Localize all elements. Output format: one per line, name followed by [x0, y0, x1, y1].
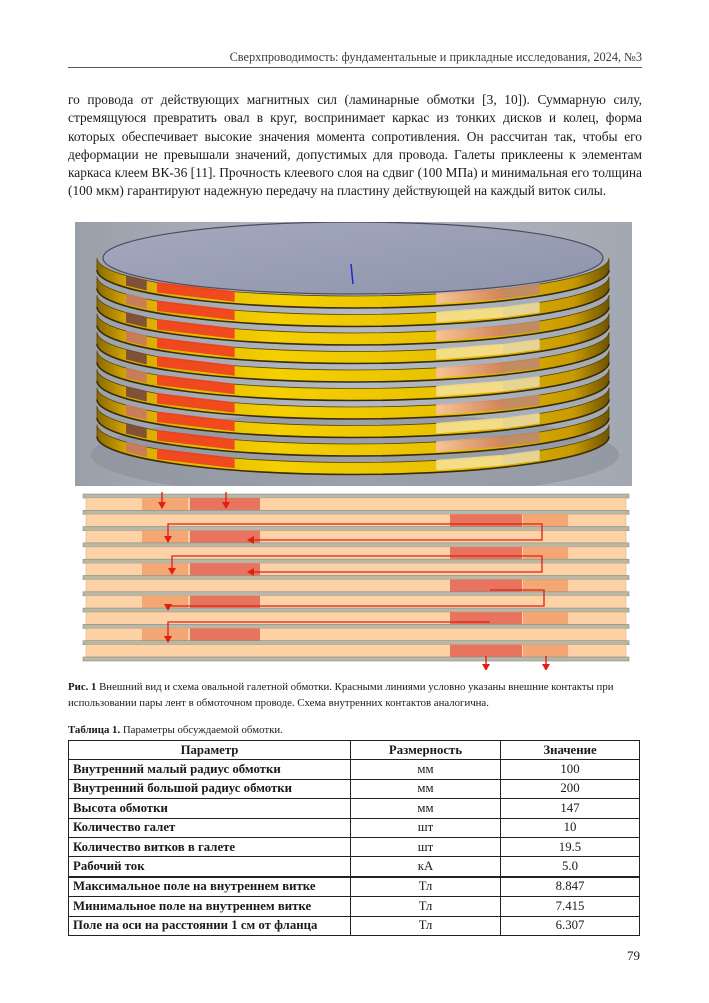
body-paragraph: го провода от действующих магнитных сил (ламинарные обмотки [3, 10]). Суммарную силу, стремящуюся превратить овал в круг, воспринимает каркас из тонких дисков и колец, форма которых обеспечивает высокие значения момента сопротивления. Он рассчитан так, чтобы его деформации не превышали значений, допустимых для провода. Галеты приклеены к элементам каркаса клеем ВК-36 [11]. Прочность клеевого слоя на сдвиг (100 МПа) и минимальная его толщина (100 мкм) гарантируют надежную передачу на пластину действующей на каждый виток силы. [68, 92, 642, 199]
schema-contact-zone [190, 531, 260, 543]
table-row [69, 760, 640, 779]
schema-plate [83, 559, 629, 563]
figure-caption-label: Рис. 1 [68, 681, 97, 693]
figure-caption-text: Внешний вид и схема овальной галетной обмотки. Красными линиями условно указаны внешние контакты при использовании пары лент в обмоточном проводе. Схема внутренних контактов аналогична. [68, 681, 614, 709]
column-header-parameter: Параметр [69, 741, 351, 760]
schema-plate [83, 641, 629, 645]
table-row [69, 779, 640, 798]
schema-contact-zone [450, 547, 522, 559]
table-header-row [69, 741, 640, 760]
schema-contact-zone [523, 645, 568, 657]
page-number: 79 [627, 948, 640, 963]
cell-unit: шт [351, 818, 501, 837]
cell-unit: мм [351, 779, 501, 798]
contact-schema-figure [80, 490, 632, 670]
cell-parameter: Количество галет [69, 818, 351, 837]
schema-contact-zone [190, 563, 260, 575]
schema-plate [83, 527, 629, 531]
table-row [69, 916, 640, 935]
table-row [69, 837, 640, 856]
parameters-table [68, 740, 640, 936]
table-row [69, 799, 640, 818]
schema-contact-zone [142, 531, 188, 543]
winding-render-image [75, 222, 632, 486]
cell-parameter: Высота обмотки [69, 799, 351, 818]
schema-plate [83, 576, 629, 580]
cell-unit: Тл [351, 916, 501, 935]
schema-plate [83, 592, 629, 596]
cell-parameter: Рабочий ток [69, 857, 351, 877]
schema-contact-zone [142, 628, 188, 640]
table-row [69, 877, 640, 897]
winding-render-figure [75, 222, 632, 486]
schema-contact-zone [190, 628, 260, 640]
contact-schema-diagram [80, 490, 632, 670]
running-header: Сверхпроводимость: фундаментальные и прикладные исследования, 2024, №3 [229, 50, 642, 64]
cell-value: 100 [501, 760, 640, 779]
cell-value: 19.5 [501, 837, 640, 856]
schema-plate [83, 657, 629, 661]
cell-value: 7.415 [501, 897, 640, 916]
cell-value: 6.307 [501, 916, 640, 935]
column-header-unit: Размерность [351, 741, 501, 760]
table-title-text: Параметры обсуждаемой обмотки. [122, 724, 283, 736]
schema-plate [83, 543, 629, 547]
cell-unit: кА [351, 857, 501, 877]
schema-plate [83, 608, 629, 612]
cell-value: 8.847 [501, 877, 640, 897]
cell-parameter: Максимальное поле на внутреннем витке [69, 877, 351, 897]
schema-contact-zone [523, 547, 568, 559]
cell-value: 10 [501, 818, 640, 837]
schema-contact-zone [523, 514, 568, 526]
schema-contact-zone [142, 498, 188, 510]
table-row [69, 818, 640, 837]
header-divider [68, 67, 642, 68]
cell-parameter: Внутренний большой радиус обмотки [69, 779, 351, 798]
cell-unit: шт [351, 837, 501, 856]
figure-caption [68, 680, 642, 711]
cell-parameter: Поле на оси на расстоянии 1 см от фланца [69, 916, 351, 935]
table-row [69, 897, 640, 916]
table-row [69, 857, 640, 877]
schema-contact-zone [142, 563, 188, 575]
cell-value: 200 [501, 779, 640, 798]
cell-unit: Тл [351, 877, 501, 897]
cell-unit: Тл [351, 897, 501, 916]
schema-contact-zone [523, 612, 568, 624]
cell-parameter: Минимальное поле на внутреннем витке [69, 897, 351, 916]
cell-value: 147 [501, 799, 640, 818]
schema-plate [83, 494, 629, 498]
schema-contact-zone [190, 498, 260, 510]
column-header-value: Значение [501, 741, 640, 760]
schema-contact-zone [450, 514, 522, 526]
schema-plate [83, 624, 629, 628]
cell-unit: мм [351, 760, 501, 779]
table-title-label: Таблица 1. [68, 724, 121, 736]
cell-parameter: Количество витков в галете [69, 837, 351, 856]
table-title [68, 724, 642, 736]
cell-unit: мм [351, 799, 501, 818]
schema-contact-zone [450, 645, 522, 657]
cell-value: 5.0 [501, 857, 640, 877]
schema-plate [83, 510, 629, 514]
cell-parameter: Внутренний малый радиус обмотки [69, 760, 351, 779]
